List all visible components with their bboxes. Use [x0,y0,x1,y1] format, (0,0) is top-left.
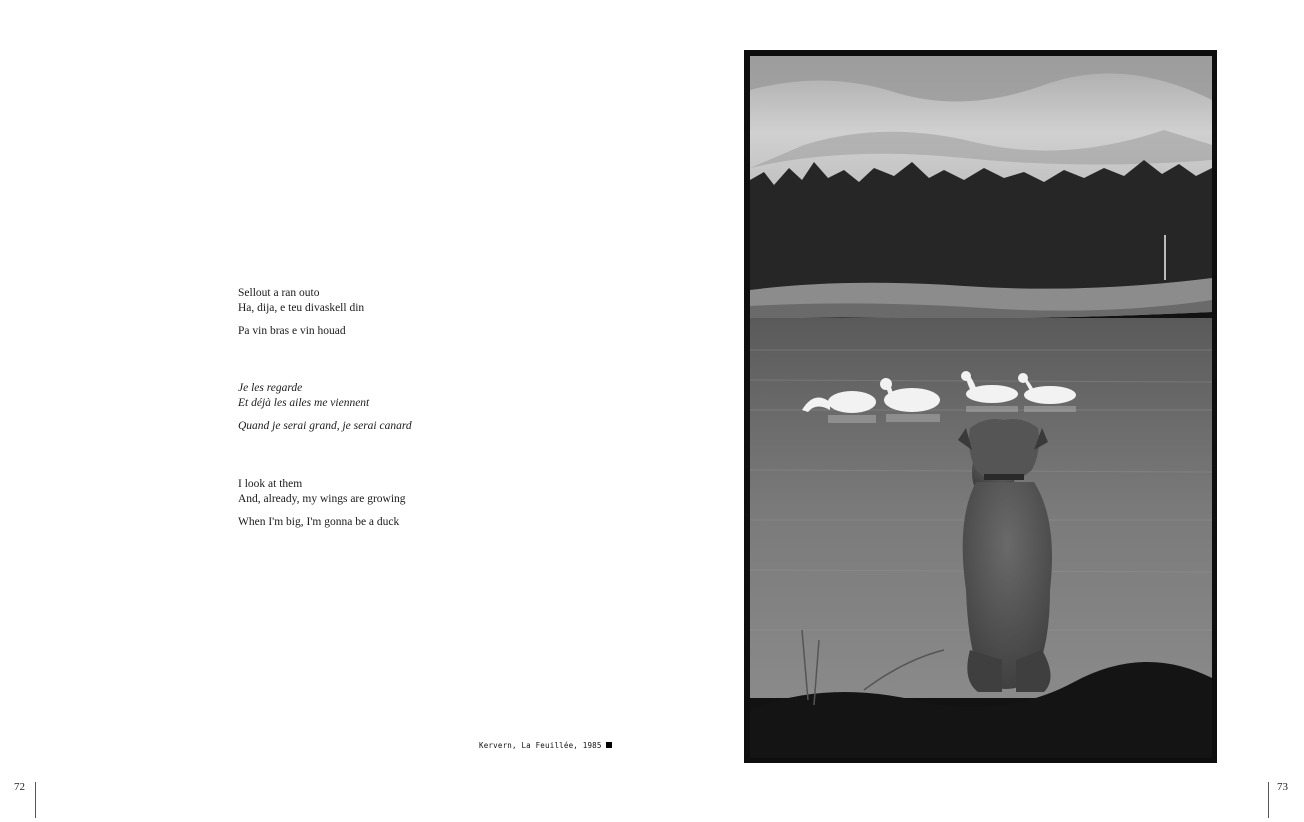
page-number-right: 73 [1277,781,1288,793]
poem-stanza-french [238,381,412,434]
photo-caption [479,741,612,750]
poem-line: I look at them [238,478,303,490]
page-rule-right [1268,782,1269,818]
poem-line: Quand je serai grand, je serai canard [238,420,412,432]
caption-text: Kervern, La Feuillée, 1985 [479,741,602,750]
poem-line: Et déjà les ailes me viennent [238,397,370,409]
poem-line: Ha, dija, e teu divaskell din [238,302,365,314]
poem-stanza-english [238,477,406,530]
poem-line: Sellout a ran outo [238,287,320,299]
poem-line: Je les regarde [238,382,303,394]
poem-line: Pa vin bras e vin houad [238,325,346,337]
photograph [744,50,1217,763]
page-rule-left [35,782,36,818]
poem-stanza-breton [238,286,364,339]
photograph-image [744,50,1217,763]
poem-line: When I'm big, I'm gonna be a duck [238,516,400,528]
page-number-left: 72 [14,781,25,793]
poem-line: And, already, my wings are growing [238,493,406,505]
caption-square-icon [606,742,612,748]
